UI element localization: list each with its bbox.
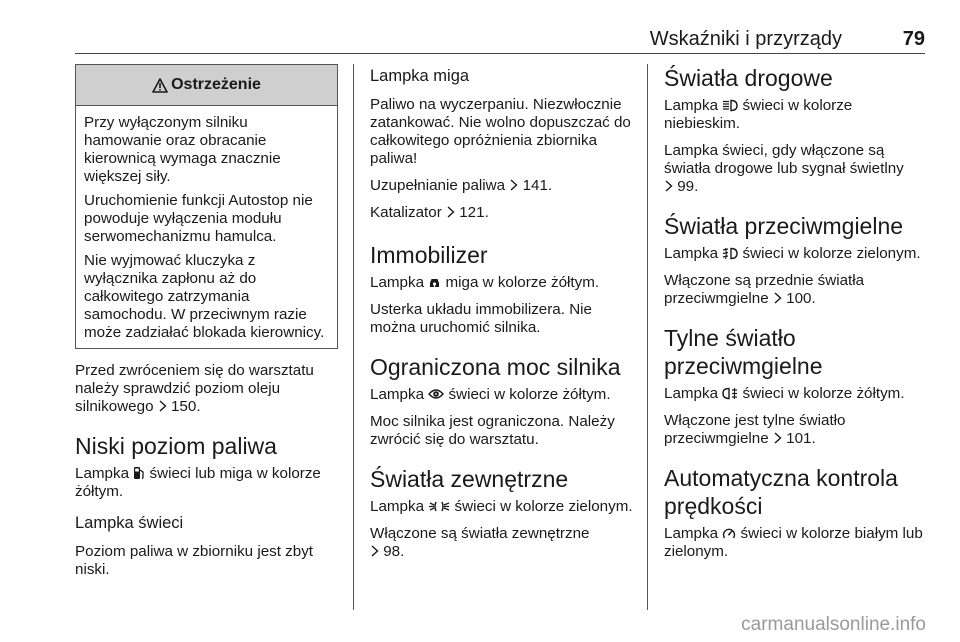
- high-beam-icon: [722, 99, 738, 112]
- section-heading-front-fog: Światła przeciwmgielne: [664, 213, 904, 239]
- cruise-control-lamp-paragraph: Lampka świeci w kolorze białym lub zielonym.: [664, 525, 923, 560]
- page-reference: 98.: [383, 543, 405, 560]
- warning-paragraph: Przy wyłączonym silniku hamowanie oraz obracanie kierownicą wymaga znacznie większej siły.: [84, 114, 281, 185]
- immobilizer-fault-paragraph: Usterka układu immobilizera. Nie można uruchomić silnika.: [370, 301, 592, 336]
- header-rule: [75, 53, 925, 54]
- fuel-pump-icon: [133, 466, 145, 480]
- page-reference: 99.: [677, 178, 699, 195]
- column-2: [370, 64, 635, 561]
- page-reference: 141.: [522, 177, 553, 194]
- reduced-power-icon: [428, 387, 444, 401]
- column-divider-1: [353, 64, 354, 610]
- section-heading-engine-power: Ograniczona moc silnika: [370, 354, 621, 380]
- catalyst-paragraph: Katalizator 121.: [370, 204, 489, 221]
- warning-paragraph: Nie wyjmować kluczyka z wyłącznika zapłonu aż do całkowitego zatrzymania samochodu. W przeciwnym razie może zadziałać blokada kierownicy.: [84, 252, 325, 341]
- page-reference-icon: [773, 292, 782, 304]
- rear-fog-light-icon: [722, 387, 738, 400]
- warning-header: [76, 65, 337, 106]
- running-header-title: Wskaźniki i przyrządy: [649, 28, 842, 50]
- warning-box: [75, 64, 338, 349]
- high-beam-paragraph: Lampka świeci, gdy włączone są światła drogowe lub sygnał świetlny 99.: [664, 142, 904, 195]
- page-reference-icon: [509, 179, 518, 191]
- page-reference: 121.: [459, 204, 489, 221]
- front-fog-paragraph: Włączone są przednie światła przeciwmgielne 100.: [664, 272, 865, 307]
- subheading-lamp-on: Lampka świeci: [75, 514, 184, 532]
- rear-fog-lamp-paragraph: Lampka świeci w kolorze żółtym.: [664, 385, 905, 402]
- warning-title: Ostrzeżenie: [171, 76, 261, 93]
- engine-power-paragraph: Moc silnika jest ograniczona. Należy zwrócić się do warsztatu.: [370, 413, 615, 448]
- column-1: [75, 64, 338, 579]
- page-reference-icon: [370, 545, 379, 557]
- lamp-on-paragraph: Poziom paliwa w zbiorniku jest zbyt niski.: [75, 543, 314, 578]
- page-reference-icon: [158, 400, 167, 412]
- refuel-paragraph: Uzupełnianie paliwa 141.: [370, 177, 553, 194]
- column-divider-2: [647, 64, 648, 610]
- section-heading-rear-fog: Tylne światło przeciwmgielne: [664, 325, 823, 379]
- warning-triangle-icon: [152, 78, 168, 93]
- section-heading-immobilizer: Immobilizer: [370, 242, 488, 268]
- column-3: [664, 64, 926, 561]
- page-reference-icon: [446, 206, 455, 218]
- high-beam-lamp-paragraph: Lampka świeci w kolorze niebieskim.: [664, 97, 853, 132]
- rear-fog-paragraph: Włączone jest tylne światło przeciwmgielne 101.: [664, 412, 846, 447]
- immobilizer-paragraph: Lampka miga w kolorze żółtym.: [370, 274, 600, 291]
- car-key-icon: [428, 276, 441, 289]
- lamp-blinks-paragraph: Paliwo na wyczerpaniu. Niezwłocznie zatankować. Nie wolno dopuszczać do całkowitego opróżnienia zbiornika paliwa!: [370, 96, 631, 167]
- oil-check-paragraph: Przed zwróceniem się do warsztatu należy sprawdzić poziom oleju silnikowego 150.: [75, 362, 314, 415]
- page-reference: 150.: [170, 398, 201, 415]
- subheading-lamp-blinks: Lampka miga: [370, 67, 470, 85]
- section-heading-low-fuel: Niski poziom paliwa: [75, 433, 277, 459]
- side-lights-icon: [428, 500, 450, 513]
- watermark: carmanualsonline.info: [741, 614, 926, 635]
- cruise-control-icon: [722, 527, 736, 540]
- front-fog-lamp-paragraph: Lampka świeci w kolorze zielonym.: [664, 245, 921, 262]
- page-number: 79: [902, 28, 925, 50]
- exterior-lights-paragraph: Włączone są światła zewnętrzne 98.: [370, 525, 590, 560]
- page-reference-icon: [773, 432, 782, 444]
- page-reference: 101.: [786, 430, 816, 447]
- page-reference: 100.: [786, 290, 816, 307]
- warning-paragraph: Uruchomienie funkcji Autostop nie powoduje wyłączenia modułu serwomechanizmu hamulca.: [84, 192, 313, 245]
- page-reference-icon: [664, 180, 673, 192]
- section-heading-high-beam: Światła drogowe: [664, 65, 833, 91]
- section-heading-exterior-lights: Światła zewnętrzne: [370, 466, 569, 492]
- front-fog-light-icon: [722, 247, 738, 260]
- warning-body: [76, 106, 337, 348]
- exterior-lights-lamp-paragraph: Lampka świeci w kolorze zielonym.: [370, 498, 633, 515]
- engine-power-lamp-paragraph: Lampka świeci w kolorze żółtym.: [370, 386, 611, 403]
- section-heading-cruise-control: Automatyczna kontrola prędkości: [664, 465, 898, 519]
- low-fuel-paragraph: Lampka świeci lub miga w kolorze żółtym.: [75, 465, 321, 500]
